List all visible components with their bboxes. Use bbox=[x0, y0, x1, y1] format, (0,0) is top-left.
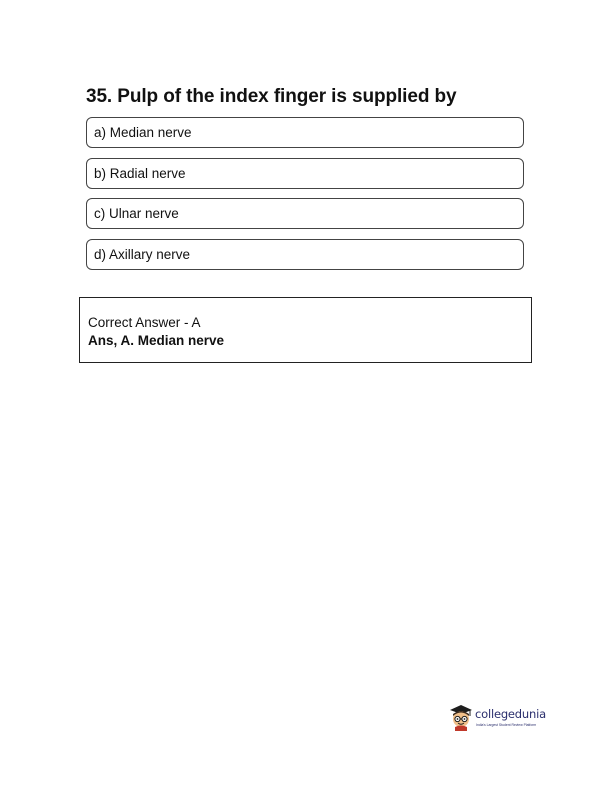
answer-explanation: Ans, A. Median nerve bbox=[88, 333, 225, 348]
answer-box bbox=[79, 297, 532, 363]
logo-tagline: India's Largest Student Review Platform bbox=[476, 723, 537, 727]
option-b[interactable]: b) Radial nerve bbox=[86, 158, 524, 189]
option-c[interactable]: c) Ulnar nerve bbox=[86, 198, 524, 229]
logo-wordmark: collegedunia bbox=[475, 707, 546, 721]
correct-answer-label: Correct Answer - A bbox=[88, 315, 201, 330]
option-a[interactable]: a) Median nerve bbox=[86, 117, 524, 148]
collegedunia-logo bbox=[448, 701, 548, 737]
question-title: 35. Pulp of the index finger is supplied by bbox=[86, 86, 457, 107]
student-mascot-icon bbox=[448, 701, 474, 731]
option-d[interactable]: d) Axillary nerve bbox=[86, 239, 524, 270]
